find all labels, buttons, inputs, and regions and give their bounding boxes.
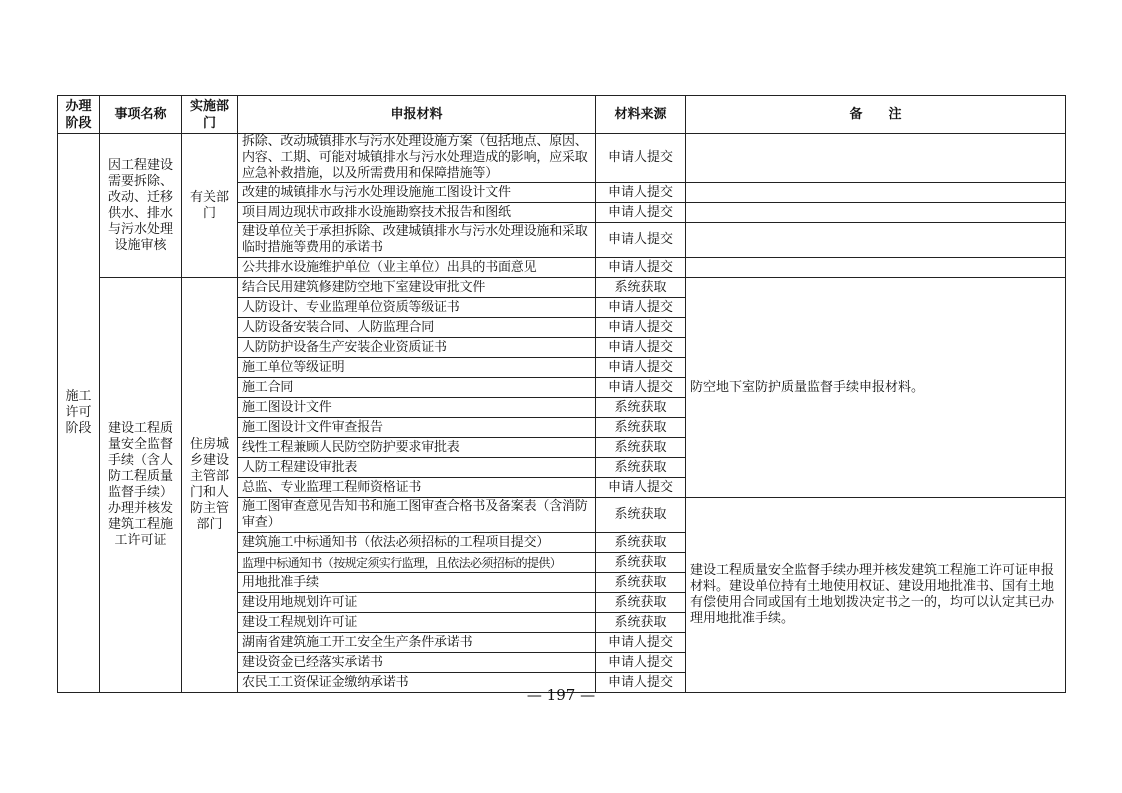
source-cell: 系统获取 — [596, 438, 686, 458]
material-cell: 拆除、改动城镇排水与污水处理设施方案（包括地点、原因、内容、工期、可能对城镇排水与污水处理造成的影响，应采取应急补救措施，以及所需费用和保障措施等） — [238, 134, 596, 183]
source-cell: 系统获取 — [596, 498, 686, 533]
material-cell: 人防工程建设审批表 — [238, 458, 596, 478]
source-cell: 系统获取 — [596, 573, 686, 593]
header-item: 事项名称 — [100, 96, 182, 134]
source-cell: 系统获取 — [596, 533, 686, 553]
source-cell: 申请人提交 — [596, 358, 686, 378]
material-cell: 施工图审查意见告知书和施工图审查合格书及备案表（含消防审查） — [238, 498, 596, 533]
source-cell: 申请人提交 — [596, 653, 686, 673]
dept-cell: 住房城乡建设主管部门和人防主管部门 — [182, 278, 238, 693]
source-cell: 系统获取 — [596, 593, 686, 613]
source-cell: 申请人提交 — [596, 258, 686, 278]
remark-cell — [686, 134, 1066, 183]
material-cell: 农民工工资保证金缴纳承诺书 — [238, 673, 596, 693]
material-cell: 结合民用建筑修建防空地下室建设审批文件 — [238, 278, 596, 298]
material-cell: 施工图设计文件 — [238, 398, 596, 418]
material-cell: 总监、专业监理工程师资格证书 — [238, 478, 596, 498]
remark-cell: 建设工程质量安全监督手续办理并核发建筑工程施工许可证申报材料。建设单位持有土地使用权证、建设用地批准书、国有土地有偿使用合同或国有土地划拨决定书之一的，均可以认定其已办理用地批准手续。 — [686, 498, 1066, 693]
dept-cell: 有关部门 — [182, 134, 238, 278]
material-cell: 建设资金已经落实承诺书 — [238, 653, 596, 673]
source-cell: 申请人提交 — [596, 203, 686, 223]
remark-cell: 防空地下室防护质量监督手续申报材料。 — [686, 278, 1066, 498]
material-cell: 建设用地规划许可证 — [238, 593, 596, 613]
source-cell: 申请人提交 — [596, 298, 686, 318]
material-cell: 线性工程兼顾人民防空防护要求审批表 — [238, 438, 596, 458]
remark-cell — [686, 183, 1066, 203]
material-cell: 项目周边现状市政排水设施勘察技术报告和图纸 — [238, 203, 596, 223]
source-cell: 系统获取 — [596, 418, 686, 438]
source-cell: 系统获取 — [596, 613, 686, 633]
header-row — [58, 96, 1066, 134]
material-cell: 湖南省建筑施工开工安全生产条件承诺书 — [238, 633, 596, 653]
header-dept: 实施部门 — [182, 96, 238, 134]
source-cell: 申请人提交 — [596, 318, 686, 338]
material-cell: 建设工程规划许可证 — [238, 613, 596, 633]
source-cell: 申请人提交 — [596, 378, 686, 398]
material-cell: 施工合同 — [238, 378, 596, 398]
header-material: 申报材料 — [238, 96, 596, 134]
item-name-cell: 建设工程质量安全监督手续（含人防工程质量监督手续）办理并核发建筑工程施工许可证 — [100, 278, 182, 693]
remark-cell — [686, 203, 1066, 223]
source-cell: 系统获取 — [596, 458, 686, 478]
item-name-cell: 因工程建设需要拆除、改动、迁移供水、排水与污水处理设施审核 — [100, 134, 182, 278]
material-cell: 改建的城镇排水与污水处理设施施工图设计文件 — [238, 183, 596, 203]
material-cell: 人防防护设备生产安装企业资质证书 — [238, 338, 596, 358]
source-cell: 申请人提交 — [596, 338, 686, 358]
source-cell: 系统获取 — [596, 398, 686, 418]
source-cell: 申请人提交 — [596, 673, 686, 693]
source-cell: 系统获取 — [596, 278, 686, 298]
material-cell: 用地批准手续 — [238, 573, 596, 593]
remark-cell — [686, 258, 1066, 278]
remark-cell — [686, 223, 1066, 258]
source-cell: 申请人提交 — [596, 478, 686, 498]
source-cell: 申请人提交 — [596, 183, 686, 203]
material-cell: 人防设备安装合同、人防监理合同 — [238, 318, 596, 338]
material-cell: 施工图设计文件审查报告 — [238, 418, 596, 438]
source-cell: 申请人提交 — [596, 134, 686, 183]
approval-materials-table — [57, 95, 1066, 693]
material-cell: 建设单位关于承担拆除、改建城镇排水与污水处理设施和采取临时措施等费用的承诺书 — [238, 223, 596, 258]
source-cell: 系统获取 — [596, 553, 686, 573]
material-cell: 建筑施工中标通知书（依法必须招标的工程项目提交） — [238, 533, 596, 553]
table-row — [58, 134, 1066, 183]
page-number: — 197 — — [526, 686, 596, 704]
source-cell: 申请人提交 — [596, 223, 686, 258]
header-source: 材料来源 — [596, 96, 686, 134]
header-remark: 备 注 — [686, 96, 1066, 134]
material-cell: 施工单位等级证明 — [238, 358, 596, 378]
material-cell: 人防设计、专业监理单位资质等级证书 — [238, 298, 596, 318]
material-cell: 公共排水设施维护单位（业主单位）出具的书面意见 — [238, 258, 596, 278]
table-row — [58, 278, 1066, 298]
source-cell: 申请人提交 — [596, 633, 686, 653]
material-cell: 监理中标通知书（按规定须实行监理，且依法必须招标的提供） — [238, 553, 596, 573]
header-stage: 办理阶段 — [58, 96, 100, 134]
stage-cell: 施工许可阶段 — [58, 134, 100, 693]
